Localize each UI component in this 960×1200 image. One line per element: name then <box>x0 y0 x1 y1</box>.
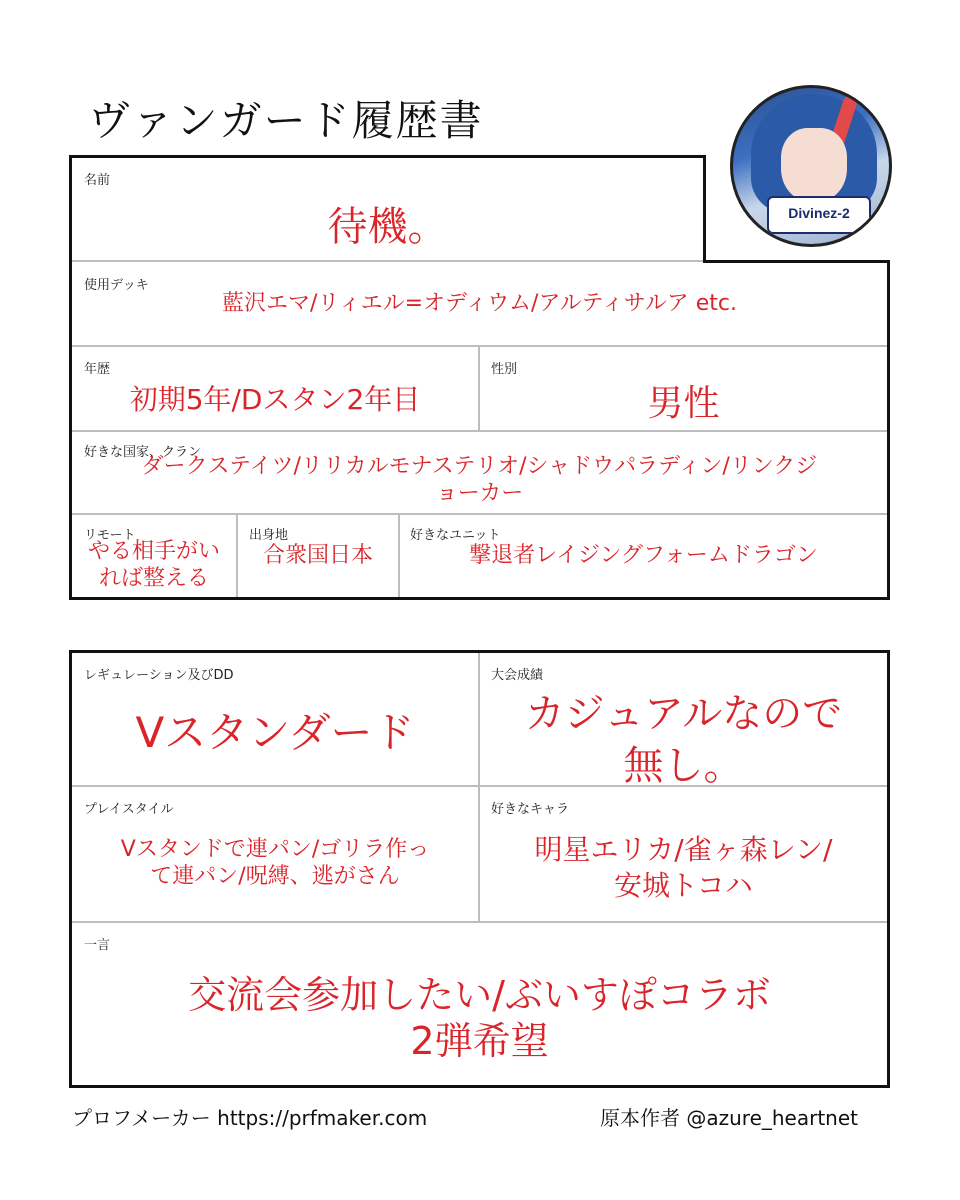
avatar-face <box>781 128 847 202</box>
regulation-value: Vスタンダード <box>135 708 415 757</box>
playstyle-value-line1: Vスタンドで連パン/ゴリラ作っ <box>120 837 430 862</box>
comment-value-line2: 2弾希望 <box>410 1019 549 1063</box>
name-label: 名前 <box>84 173 111 188</box>
nation-value-line1: ダークステイツ/リリカルモナステリオ/シャドウパラディン/リンクジ <box>141 454 818 479</box>
remote-value-line2: れば整える <box>98 566 209 591</box>
name-value: 待機。 <box>327 204 448 250</box>
gender-value: 男性 <box>647 383 720 424</box>
comment-label: 一言 <box>84 938 111 953</box>
playstyle-label: プレイスタイル <box>84 802 174 817</box>
tournament-value-line1: カジュアルなので <box>524 691 843 737</box>
page-title: ヴァンガード履歴書 <box>88 96 484 145</box>
character-label: 好きなキャラ <box>491 802 570 817</box>
footer-author-credit: 原本作者 @azure_heartnet <box>600 1106 858 1130</box>
remote-value-line1: やる相手がい <box>87 539 220 564</box>
deck-value: 藍沢エマ/リィエル=オディウム/アルティサルア etc. <box>222 291 737 316</box>
character-value <box>480 832 887 904</box>
remote-label: リモート <box>84 528 136 543</box>
remote-value <box>72 538 236 592</box>
playstyle-value <box>72 836 478 890</box>
character-avatar-image <box>730 85 892 247</box>
hometown-label: 出身地 <box>249 528 289 543</box>
career-label: 年歴 <box>84 362 111 377</box>
comment-value <box>72 972 887 1064</box>
unit-label: 好きなユニット <box>410 528 501 543</box>
nation-value-line2: ョーカー <box>435 481 524 506</box>
nation-value <box>72 453 887 507</box>
character-value-line2: 安城トコハ <box>614 869 753 902</box>
unit-value: 撃退者レイジングフォームドラゴン <box>469 543 818 568</box>
career-value: 初期5年/Dスタン2年目 <box>129 383 421 416</box>
playstyle-value-line2: て連パン/呪縛、逃がさん <box>150 864 400 889</box>
tournament-value-line2: 無し。 <box>623 743 744 789</box>
tournament-value <box>480 688 887 792</box>
regulation-label: レギュレーション及びDD <box>84 668 234 683</box>
comment-value-line1: 交流会参加したい/ぶいすぽコラボ <box>188 973 771 1017</box>
footer-maker-link[interactable]: プロフメーカー https://prfmaker.com <box>72 1106 428 1130</box>
avatar-logo: Divinez-2 <box>767 196 871 234</box>
nation-label: 好きな国家、クラン <box>84 445 202 460</box>
gender-label: 性別 <box>491 362 518 377</box>
hometown-value: 合衆国日本 <box>262 543 373 568</box>
character-value-line1: 明星エリカ/雀ヶ森レン/ <box>534 833 833 866</box>
deck-label: 使用デッキ <box>84 278 149 293</box>
tournament-label: 大会成績 <box>491 668 544 683</box>
